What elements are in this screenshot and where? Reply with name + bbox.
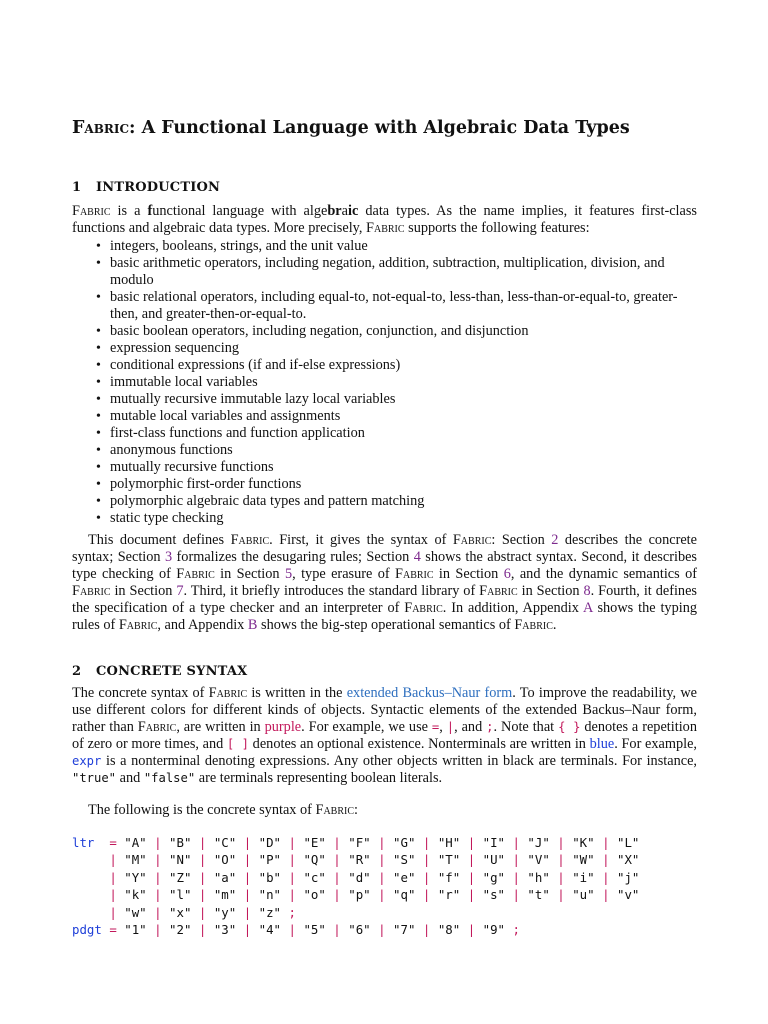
terminal: "d" xyxy=(348,869,371,885)
ebnf-operator: | xyxy=(198,922,207,938)
terminal: "A" xyxy=(124,835,147,850)
grammar-line xyxy=(72,886,639,903)
terminal: "9" xyxy=(482,922,506,938)
terminal: "T" xyxy=(437,852,461,868)
terminal: "2" xyxy=(169,922,192,938)
terminal: "o" xyxy=(303,887,326,903)
terminal: "B" xyxy=(169,835,192,850)
ebnf-operator: | xyxy=(333,887,341,903)
ebnf-operator: | xyxy=(557,835,565,850)
section-ref-link[interactable]: 8 xyxy=(583,583,591,599)
terminal: "C" xyxy=(213,835,237,850)
ebnf-operator: ; xyxy=(512,922,520,938)
feature-item: • immutable local variables xyxy=(72,374,697,391)
ebnf-operator: | xyxy=(467,922,476,938)
section-heading-introduction: 1 INTRODUCTION xyxy=(72,180,221,195)
ebnf-operator: | xyxy=(154,835,162,850)
ebnf-operator: | xyxy=(154,887,162,903)
terminal: "m" xyxy=(213,887,237,903)
ebnf-operator: | xyxy=(512,835,520,850)
feature-item: • expression sequencing xyxy=(72,340,697,357)
feature-item: • basic boolean operators, including negation, conjunction, and disjunction xyxy=(72,323,697,340)
ebnf-operator: | xyxy=(467,852,476,868)
terminal: "4" xyxy=(258,922,282,938)
grammar-block xyxy=(72,834,639,938)
ebnf-operator: | xyxy=(154,869,162,885)
ebnf-operator: | xyxy=(333,922,341,938)
terminal: "P" xyxy=(258,852,282,868)
terminal: "n" xyxy=(258,887,282,903)
ebnf-operator: | xyxy=(422,869,431,885)
terminal: "a" xyxy=(213,869,237,885)
grammar-line xyxy=(72,851,639,868)
terminal: "N" xyxy=(169,852,192,868)
ebnf-operator: | xyxy=(109,887,117,903)
ebnf-link[interactable]: extended Backus–Naur form xyxy=(346,685,513,701)
terminal: "Y" xyxy=(124,869,147,885)
ebnf-operator: = xyxy=(109,835,117,850)
section-ref-link[interactable]: 3 xyxy=(164,549,173,565)
ebnf-operator: | xyxy=(288,835,296,850)
terminal: "O" xyxy=(213,852,237,868)
terminal: "k" xyxy=(124,887,147,903)
section-ref-link[interactable]: 4 xyxy=(413,549,421,565)
ebnf-operator: | xyxy=(467,869,476,885)
ebnf-operator: ; xyxy=(288,904,296,920)
ebnf-operator: | xyxy=(243,835,252,850)
ebnf-operator: | xyxy=(378,835,386,850)
feature-item: • mutually recursive immutable lazy local variables xyxy=(72,391,697,408)
ebnf-operator: | xyxy=(333,835,341,850)
feature-item: • mutable local variables and assignments xyxy=(72,408,697,425)
ebnf-operator: | xyxy=(243,869,252,885)
terminal: "7" xyxy=(393,922,416,938)
ebnf-operator: | xyxy=(378,887,386,903)
grammar-line xyxy=(72,921,639,938)
terminal: "H" xyxy=(437,835,461,850)
feature-item: • static type checking xyxy=(72,510,697,527)
section-ref-link[interactable]: 6 xyxy=(503,566,511,582)
ebnf-operator: | xyxy=(557,869,565,885)
terminal: "f" xyxy=(437,869,461,885)
terminal: "h" xyxy=(527,869,550,885)
ebnf-operator: | xyxy=(422,852,431,868)
terminal: "S" xyxy=(393,852,416,868)
ebnf-operator: = xyxy=(109,922,117,938)
ebnf-operator: | xyxy=(288,922,296,938)
feature-list xyxy=(72,238,697,527)
ebnf-operator: | xyxy=(198,835,207,850)
ebnf-operator: | xyxy=(154,922,162,938)
ebnf-operator: | xyxy=(288,869,296,885)
feature-item: • mutually recursive functions xyxy=(72,459,697,476)
ebnf-operator: | xyxy=(198,904,207,920)
feature-item: • basic arithmetic operators, including negation, addition, subtraction, multiplication, division, and modulo xyxy=(72,255,697,289)
terminal: "J" xyxy=(527,835,550,850)
terminal: "1" xyxy=(124,922,147,938)
ebnf-operator: | xyxy=(512,887,520,903)
overview-paragraph: This document defines Fabric. First, it gives the syntax of Fabric: Section 2 describes the concrete syntax; Section 3 formalizes the desugaring rules; Section 4 shows the abstract syntax. Second, it describes type checking of Fabric in Section 5, type erasure of Fabric in Section 6, and the dynamic semantics of Fabric in Section 7. Third, it briefly introduces the standard library of Fabric in Section 8. Fourth, it defines the specification of a type checker and an interpreter of Fabric. In addition, Appendix A shows the typing rules of Fabric, and Appendix B shows the big-step operational semantics of Fabric. xyxy=(72,532,697,633)
ebnf-operator: | xyxy=(602,835,610,850)
ebnf-operator: | xyxy=(243,852,252,868)
ebnf-operator: | xyxy=(288,887,296,903)
terminal: "w" xyxy=(124,904,147,920)
title-rest: : A Functional Language with Algebraic Data Types xyxy=(129,118,630,138)
ebnf-operator: | xyxy=(467,887,476,903)
ebnf-operator: | xyxy=(602,852,610,868)
terminal: "c" xyxy=(303,869,326,885)
ebnf-operator: | xyxy=(109,904,117,920)
terminal: "F" xyxy=(348,835,371,850)
appendix-ref-link[interactable]: A xyxy=(583,600,593,616)
feature-item: • polymorphic first-order functions xyxy=(72,476,697,493)
terminal: "e" xyxy=(393,869,416,885)
ebnf-operator: | xyxy=(378,869,386,885)
ebnf-operator: | xyxy=(378,922,386,938)
paper-title xyxy=(72,116,712,140)
ebnf-operator: | xyxy=(154,852,162,868)
nonterminal: ltr xyxy=(72,835,95,850)
feature-item: • first-class functions and function application xyxy=(72,425,697,442)
ebnf-operator: | xyxy=(109,869,117,885)
ebnf-operator: | xyxy=(422,835,431,850)
terminal: "i" xyxy=(572,869,595,885)
terminal: "U" xyxy=(482,852,506,868)
terminal: "x" xyxy=(169,904,192,920)
ebnf-operator: | xyxy=(467,835,476,850)
terminal: "Q" xyxy=(303,852,326,868)
terminal: "5" xyxy=(303,922,326,938)
syntax-paragraph: The concrete syntax of Fabric is written in the extended Backus–Naur form. To improve the readability, we use different colors for different kinds of objects. Syntactic elements of the extended Backus–Naur form, rather than Fabric, are written in purple. For example, we use =, |, and ;. Note that { } denotes a repetition of zero or more times, and [ ] denotes an optional existence. Nonterminals are written in blue. For example, expr is a nonterminal denoting expressions. Any other objects written in black are terminals. For instance, "true" and "false" are terminals representing boolean literals. xyxy=(72,685,697,786)
feature-item: • polymorphic algebraic data types and pattern matching xyxy=(72,493,697,510)
ebnf-operator: | xyxy=(602,887,610,903)
terminal: "L" xyxy=(617,835,640,850)
section-heading-concrete-syntax: 2 CONCRETE SYNTAX xyxy=(72,664,248,679)
grammar-line xyxy=(72,904,639,921)
terminal: "V" xyxy=(527,852,550,868)
terminal: "u" xyxy=(572,887,595,903)
ebnf-operator: | xyxy=(198,887,207,903)
feature-item: • conditional expressions (if and if-else expressions) xyxy=(72,357,697,374)
ebnf-operator: | xyxy=(557,887,565,903)
appendix-ref-link[interactable]: B xyxy=(247,617,258,633)
feature-item: • anonymous functions xyxy=(72,442,697,459)
terminal: "K" xyxy=(572,835,595,850)
ebnf-operator: | xyxy=(288,852,296,868)
section-ref-link[interactable]: 7 xyxy=(176,583,184,599)
ebnf-operator: | xyxy=(512,869,520,885)
ebnf-operator: | xyxy=(243,904,252,920)
terminal: "r" xyxy=(437,887,461,903)
grammar-line xyxy=(72,834,639,851)
ebnf-operator: | xyxy=(154,904,162,920)
terminal: "j" xyxy=(617,869,640,885)
terminal: "b" xyxy=(258,869,282,885)
terminal: "G" xyxy=(393,835,416,850)
terminal: "z" xyxy=(258,904,282,920)
terminal: "6" xyxy=(348,922,371,938)
ebnf-operator: | xyxy=(243,887,252,903)
terminal: "v" xyxy=(617,887,640,903)
ebnf-operator: | xyxy=(557,852,565,868)
terminal: "D" xyxy=(258,835,282,850)
terminal: "q" xyxy=(393,887,416,903)
terminal: "s" xyxy=(482,887,506,903)
language-name: Fabric xyxy=(72,118,130,138)
feature-item: • integers, booleans, strings, and the unit value xyxy=(72,238,697,255)
intro-paragraph: Fabric is a functional language with algebraic data types. As the name implies, it features first-class functions and algebraic data types. More precisely, Fabric supports the following features: xyxy=(72,203,697,236)
terminal: "X" xyxy=(617,852,640,868)
section-ref-link[interactable]: 2 xyxy=(551,532,559,548)
section-ref-link[interactable]: 5 xyxy=(284,566,293,582)
ebnf-operator: | xyxy=(333,869,341,885)
terminal: "I" xyxy=(482,835,506,850)
terminal: "g" xyxy=(482,869,506,885)
nonterminal: pdgt xyxy=(72,922,102,938)
ebnf-operator: | xyxy=(109,852,117,868)
ebnf-operator: | xyxy=(602,869,610,885)
terminal: "E" xyxy=(303,835,326,850)
terminal: "8" xyxy=(437,922,461,938)
ebnf-operator: | xyxy=(422,887,431,903)
terminal: "p" xyxy=(348,887,371,903)
feature-item: • basic relational operators, including equal-to, not-equal-to, less-than, less-than-or-equal-to, greater-then, and greater-then-or-equal-to. xyxy=(72,289,697,323)
grammar-line xyxy=(72,869,639,886)
terminal: "Z" xyxy=(169,869,192,885)
ebnf-operator: | xyxy=(198,852,207,868)
ebnf-operator: | xyxy=(512,852,520,868)
terminal: "W" xyxy=(572,852,595,868)
ebnf-operator: | xyxy=(422,922,431,938)
ebnf-operator: | xyxy=(378,852,386,868)
terminal: "R" xyxy=(348,852,371,868)
ebnf-operator: | xyxy=(333,852,341,868)
terminal: "t" xyxy=(527,887,550,903)
terminal: "y" xyxy=(213,904,237,920)
ebnf-operator: | xyxy=(198,869,207,885)
terminal: "M" xyxy=(124,852,147,868)
terminal: "3" xyxy=(213,922,237,938)
grammar-intro: The following is the concrete syntax of Fabric: xyxy=(88,802,358,818)
terminal: "l" xyxy=(169,887,192,903)
ebnf-operator: | xyxy=(243,922,252,938)
